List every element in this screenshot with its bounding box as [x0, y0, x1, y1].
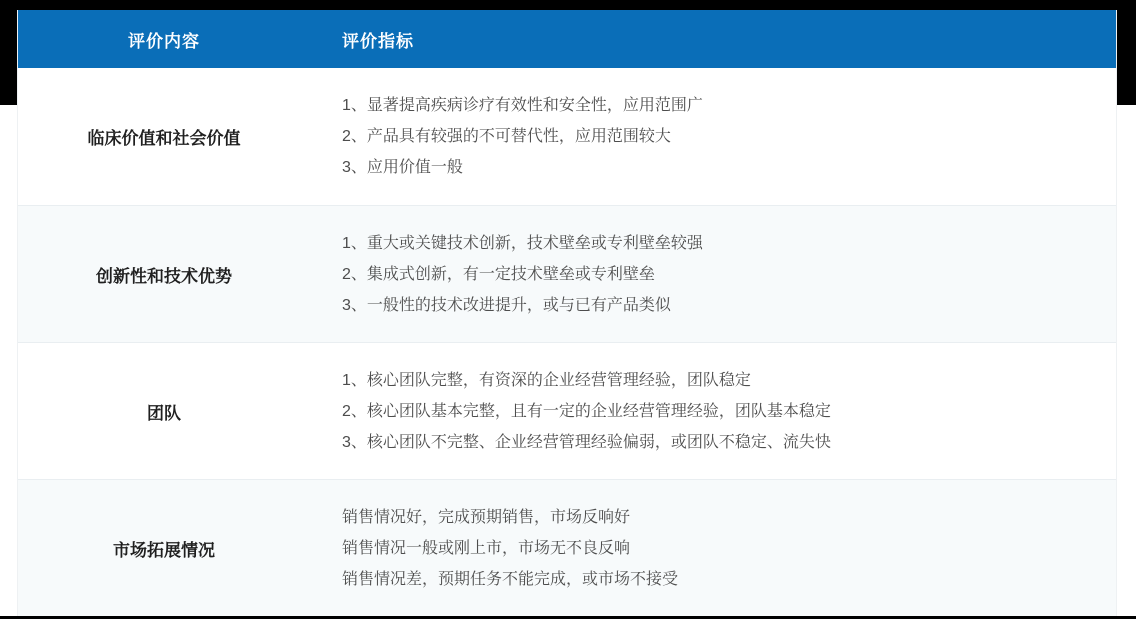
indicator-line: 3、应用价值一般 [342, 159, 463, 176]
table-row-innovation-tech-advantage [18, 205, 1116, 342]
table-row-team [18, 342, 1116, 479]
indicator-line: 2、核心团队基本完整，且有一定的企业经营管理经验，团队基本稳定 [342, 402, 831, 420]
indicator-line: 3、一般性的技术改进提升，或与已有产品类似 [342, 296, 671, 314]
letterbox-left [0, 0, 17, 105]
indicator-line: 销售情况好，完成预期销售，市场反响好 [342, 508, 631, 526]
evaluation-table [17, 10, 1117, 616]
category-cell: 创新性和技术优势 [96, 266, 232, 286]
category-cell: 市场拓展情况 [113, 540, 215, 560]
table-row-clinical-social-value [18, 68, 1116, 205]
indicator-line: 销售情况差，预期任务不能完成，或市场不接受 [342, 570, 679, 588]
indicator-line: 2、产品具有较强的不可替代性，应用范围较大 [342, 128, 671, 145]
letterbox-right [1117, 0, 1136, 105]
indicators-cell [310, 228, 1116, 321]
indicators-cell [310, 502, 1116, 595]
indicator-line: 销售情况一般或刚上市，市场无不良反响 [342, 539, 631, 557]
header-cell-evaluation-content: 评价内容 [128, 31, 200, 51]
category-cell: 临床价值和社会价值 [87, 129, 241, 148]
table-row-market-expansion [18, 479, 1116, 616]
indicators-cell [310, 365, 1116, 458]
table-header-row [18, 10, 1116, 68]
indicator-line: 1、重大或关键技术创新，技术壁垒或专利壁垒较强 [342, 234, 703, 252]
indicator-line: 2、集成式创新，有一定技术壁垒或专利壁垒 [342, 265, 655, 283]
header-cell-evaluation-indicator: 评价指标 [342, 31, 414, 51]
indicator-line: 1、核心团队完整，有资深的企业经营管理经验，团队稳定 [342, 371, 751, 389]
indicator-line: 1、显著提高疾病诊疗有效性和安全性，应用范围广 [342, 97, 703, 114]
letterbox-top [0, 0, 1136, 10]
indicators-cell [310, 90, 1116, 183]
indicator-line: 3、核心团队不完整、企业经营管理经验偏弱，或团队不稳定、流失快 [342, 433, 831, 451]
category-cell: 团队 [147, 403, 181, 423]
